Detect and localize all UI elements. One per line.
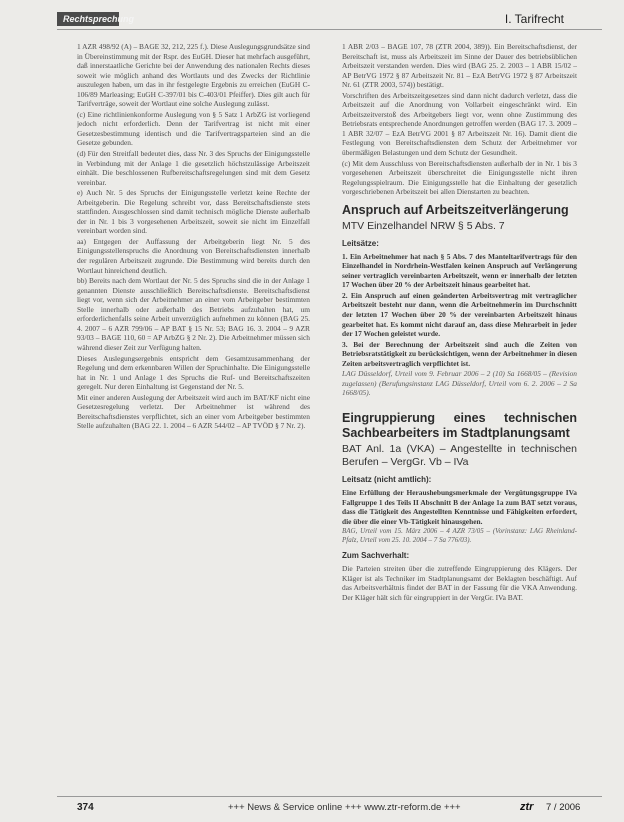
- paragraph: bb) Bereits nach dem Wortlaut der Nr. 5 des Spruchs sind die in der Anlage 1 genannten Dienste ausschließlich Bereitschaftsdienste. Bereitschaftsdienst liegt vor, wenn sich der Arbeitnehmer an einer vom Arbeitgeber bestimmten Stelle innerhalb oder außerhalb des Betriebs aufzuhalten hat, um erforderlichenfalls seine Arbeit unverzüglich aufnehmen zu können (BAG 25. 4. 2007 – 6 AZR 799/06 – AP BAT § 15 Nr. 53; BAG 16. 3. 2004 – 9 AZR 93/03 – BAGE 110, 60 = AP ArbZG § 2 Nr. 2). Die Arbeitnehmer müssen sich während dieser Zeit zur Verfügung halten.: [77, 276, 310, 352]
- case-norm: BAT Anl. 1a (VKA) – Angestellte in technischen Berufen – VergGr. Vb – IVa: [342, 442, 577, 468]
- paragraph: Vorschriften des Arbeitszeitgesetzes sind dann nicht dadurch verletzt, dass die Arbeitszeit auf die Anordnung von Vollarbeit eingeschränkt wird. Ein Arbeitszeitverstoß des Arbeitgebers liegt vor, wenn ohne Zustimmung des Betriebsrats entsprechende Anordnungen getroffen werden (BAG 17. 3. 2009 – 1 ABR 32/07 – EzA BetrVG 2001 § 87 Arbeitszeit Nr. 16). Damit dient die Festlegung von Bereitschaftsdiensten dem Schutz der Arbeitnehmer vor übermäßigen Belastungen und dem Schutz der Gesundheit.: [342, 90, 577, 158]
- left-column: [77, 42, 310, 782]
- case-citation: LAG Düsseldorf, Urteil vom 9. Februar 2006 – 2 (10) Sa 1668/05 – (Revision zugelassen) (Berufungsinstanz LAG Düsseldorf, Urteil vom 6. 2. 2006 – 2 Sa 1668/05).: [342, 369, 577, 398]
- paragraph: (c) Mit dem Ausschluss von Bereitschaftsdiensten außerhalb der in Nr. 1 bis 3 vorgesehenen Arbeitszeit überschreitet die Einigungsstelle nicht ihren Regelungsspielraum. Die Einigungsstelle hat die Einhaltung der gesetzlich vorgeschriebenen Arbeitszeit bei allen Dienstarten zu beachten.: [342, 158, 577, 197]
- case-title: Eingruppierung eines technischen Sachbearbeiters im Stadtplanungsamt: [342, 410, 577, 440]
- facts-label: Zum Sachverhalt:: [342, 551, 410, 561]
- headnote-point: 3. Bei der Berechnung der Arbeitszeit sind auch die Zeiten von Betriebsratstätigkeit zu berücksichtigen, wenn der Arbeitnehmer in diesen Zeiten arbeitsvertraglich verpflichtet ist.: [342, 339, 577, 368]
- case-norm: MTV Einzelhandel NRW § 5 Abs. 7: [342, 219, 505, 232]
- case-citation: BAG, Urteil vom 15. März 2006 – 4 AZR 73/05 – (Vorinstanz: LAG Rheinland-Pfalz, Urteil vom 25. 10. 2004 – 7 Sa 776/03).: [342, 527, 577, 545]
- promo-link[interactable]: +++ News & Service online +++ www.ztr-reform.de +++: [228, 802, 461, 813]
- footer-rule: [57, 796, 602, 797]
- brand-logo: ztr: [520, 801, 534, 813]
- case-summary-1: [342, 203, 577, 398]
- paragraph: 1 ABR 2/03 – BAGE 107, 78 (ZTR 2004, 389)). Ein Bereitschaftsdienst, der Bereitschaft ist, muss als Arbeitszeit im Sinne der Dauer des betriebsüblichen Arbeitszeit verstanden werden. Dies wird (BAG 25. 2. 2003 – 1 ABR 15/02 – AP BetrVG 1972 § 87 Arbeitszeit Nr. 81 – EzA BetrVG 1972 § 87 Arbeitszeit Nr. 61 (ZTR 2003, 574)) bestätigt.: [342, 42, 577, 90]
- right-column: [342, 42, 577, 782]
- headnote-label: Leitsätze:: [342, 238, 379, 248]
- facts-text: Die Parteien streiten über die zutreffende Eingruppierung des Klägers. Der Kläger ist als Techniker im Stadtplanungsamt der Beklagten beschäftigt. Auf das Arbeitsverhältnis findet der BAT in der Fassung für die VKA Anwendung. Der Kläger hält sich für eingruppiert in der VergGr. IVa BAT.: [342, 564, 577, 602]
- header-rule: [57, 29, 602, 30]
- paragraph: aa) Entgegen der Auffassung der Arbeitgeberin liegt Nr. 5 des Einigungsstellenspruchs die Anordnung von Bereitschaftsdiensten innerhalb der regulären Arbeitszeit zugrunde. Die Bestimmung wird bereits durch den Wortlaut hinreichend deutlich.: [77, 236, 310, 275]
- paragraph: e) Auch Nr. 5 des Spruchs der Einigungsstelle verletzt keine Rechte der Arbeitgeberin. Die Regelung schreibt vor, dass Bereitschaftsdienste stets stattfinden. Ausgeschlossen sind damit technisch mögliche Dienste außerhalb der in Nr. 1 bis 3 vorgesehenen Arbeitszeit, soweit sie nicht im Einzelfall vereinbart worden sind.: [77, 188, 310, 236]
- paragraph: Mit einer anderen Auslegung der Arbeitszeit wird auch im BAT/KF nicht eine Gesetzesregelung verletzt. Der Arbeitnehmer ist während des Bereitschaftsdienstes verpflichtet, sich an einer vom Arbeitgeber bestimmten Stelle aufzuhalten (BAG 22. 1. 2004 – 6 AZR 544/02 – AP TVÖD § 7 Nr. 2).: [77, 392, 310, 431]
- page-number: 374: [77, 802, 94, 813]
- paragraph: Dieses Auslegungsergebnis entspricht dem Gesamtzusammenhang der Regelung und dem erkennbaren Willen der Spruchinhalte. Die Einigungsstelle hat in Nr. 1 und Anlage 1 des Spruchs die Ruf- und Bereitschaftszeiten geregelt. Nur deren Einhaltung ist Gegenstand der Nr. 5.: [77, 353, 310, 392]
- paragraph: (c) Eine richtlinienkonforme Auslegung von § 5 Satz 1 ArbZG ist vorliegend jedoch nicht erforderlich. Denn der Tarifvertrag ist nicht mit einer Gesetzesbestimmung identisch und die Tarifvertragsparteien sind an die Gesetze gebunden.: [77, 109, 310, 148]
- headnote-point: 1. Ein Arbeitnehmer hat nach § 5 Abs. 7 des Manteltarifvertrags für den Einzelhandel in Nordrhein-Westfalen keinen Anspruch auf Verlängerung seiner vertraglich vereinbarten Arbeitszeit, wenn er innerhalb der letzten 17 Wochen über 20 % der Arbeitszeit hinaus gearbeitet hat.: [342, 251, 577, 290]
- paragraph: (d) Für den Streitfall bedeutet dies, dass Nr. 3 des Spruchs der Einigungsstelle in Verbindung mit der Anlage 1 die gesetzlich höchstzulässige Arbeitszeit einhält. Die beschlossenen Rufbereitschaftsregelungen sind mit dem Gesetz vereinbar.: [77, 149, 310, 187]
- headnote-label: Leitsatz (nicht amtlich):: [342, 474, 432, 484]
- case-summary-2: [342, 411, 577, 602]
- paragraph: 1 AZR 498/92 (A) – BAGE 32, 212, 225 f.). Diese Auslegungsgrundsätze sind in Übereinstimmung mit der Rspr. des EuGH. Dieser hat mehrfach ausgeführt, daß innerstaatliche Gerichte bei der Anwendung des nationalen Rechts dieses soweit wie möglich anhand des Wortlauts und des Zwecks der Richtlinie auszulegen haben, um das in ihr festgelegte Ergebnis zu erreichen (EuGH C-106/89 Marleasing; EuGH C-397/01 bis C-403/01 Pfeiffer). Dies gilt auch für Tarifverträge, soweit der Wortlaut eine solche Auslegung zulässt.: [77, 42, 310, 109]
- spacer: [342, 399, 577, 405]
- headnote-point: 2. Ein Anspruch auf einen geänderten Arbeitsvertrag mit vertraglicher Arbeitszeit besteht nur dann, wenn die Arbeitnehmerin im Durchschnitt der letzten 17 Wochen über 20 % der vereinbarten Arbeitszeit hinaus gearbeitet hat. Es kommt nicht darauf an, dass diese Mehrarbeit in jeder der 17 Wochen geleistet wurde.: [342, 290, 577, 339]
- section-label: I. Tarifrecht: [504, 12, 564, 26]
- rubric-label: Rechtsprechung: [57, 12, 119, 26]
- headnote-text: Eine Erfüllung der Heraushebungsmerkmale der Vergütungsgruppe IVa Fallgruppe 1 des Teils II Abschnitt B der Anlage 1a zum BAT setzt voraus, dass die Tätigkeit des Angestellten Kenntnisse und Fähigkeiten erfordert, die über die einer Vb-Tätigkeit hinausgehen.: [342, 487, 577, 526]
- case-title: Anspruch auf Arbeitszeitverlängerung: [342, 202, 569, 217]
- page-footer: [0, 796, 624, 822]
- page-header: [0, 0, 624, 36]
- issue-number: 7 / 2006: [546, 802, 581, 813]
